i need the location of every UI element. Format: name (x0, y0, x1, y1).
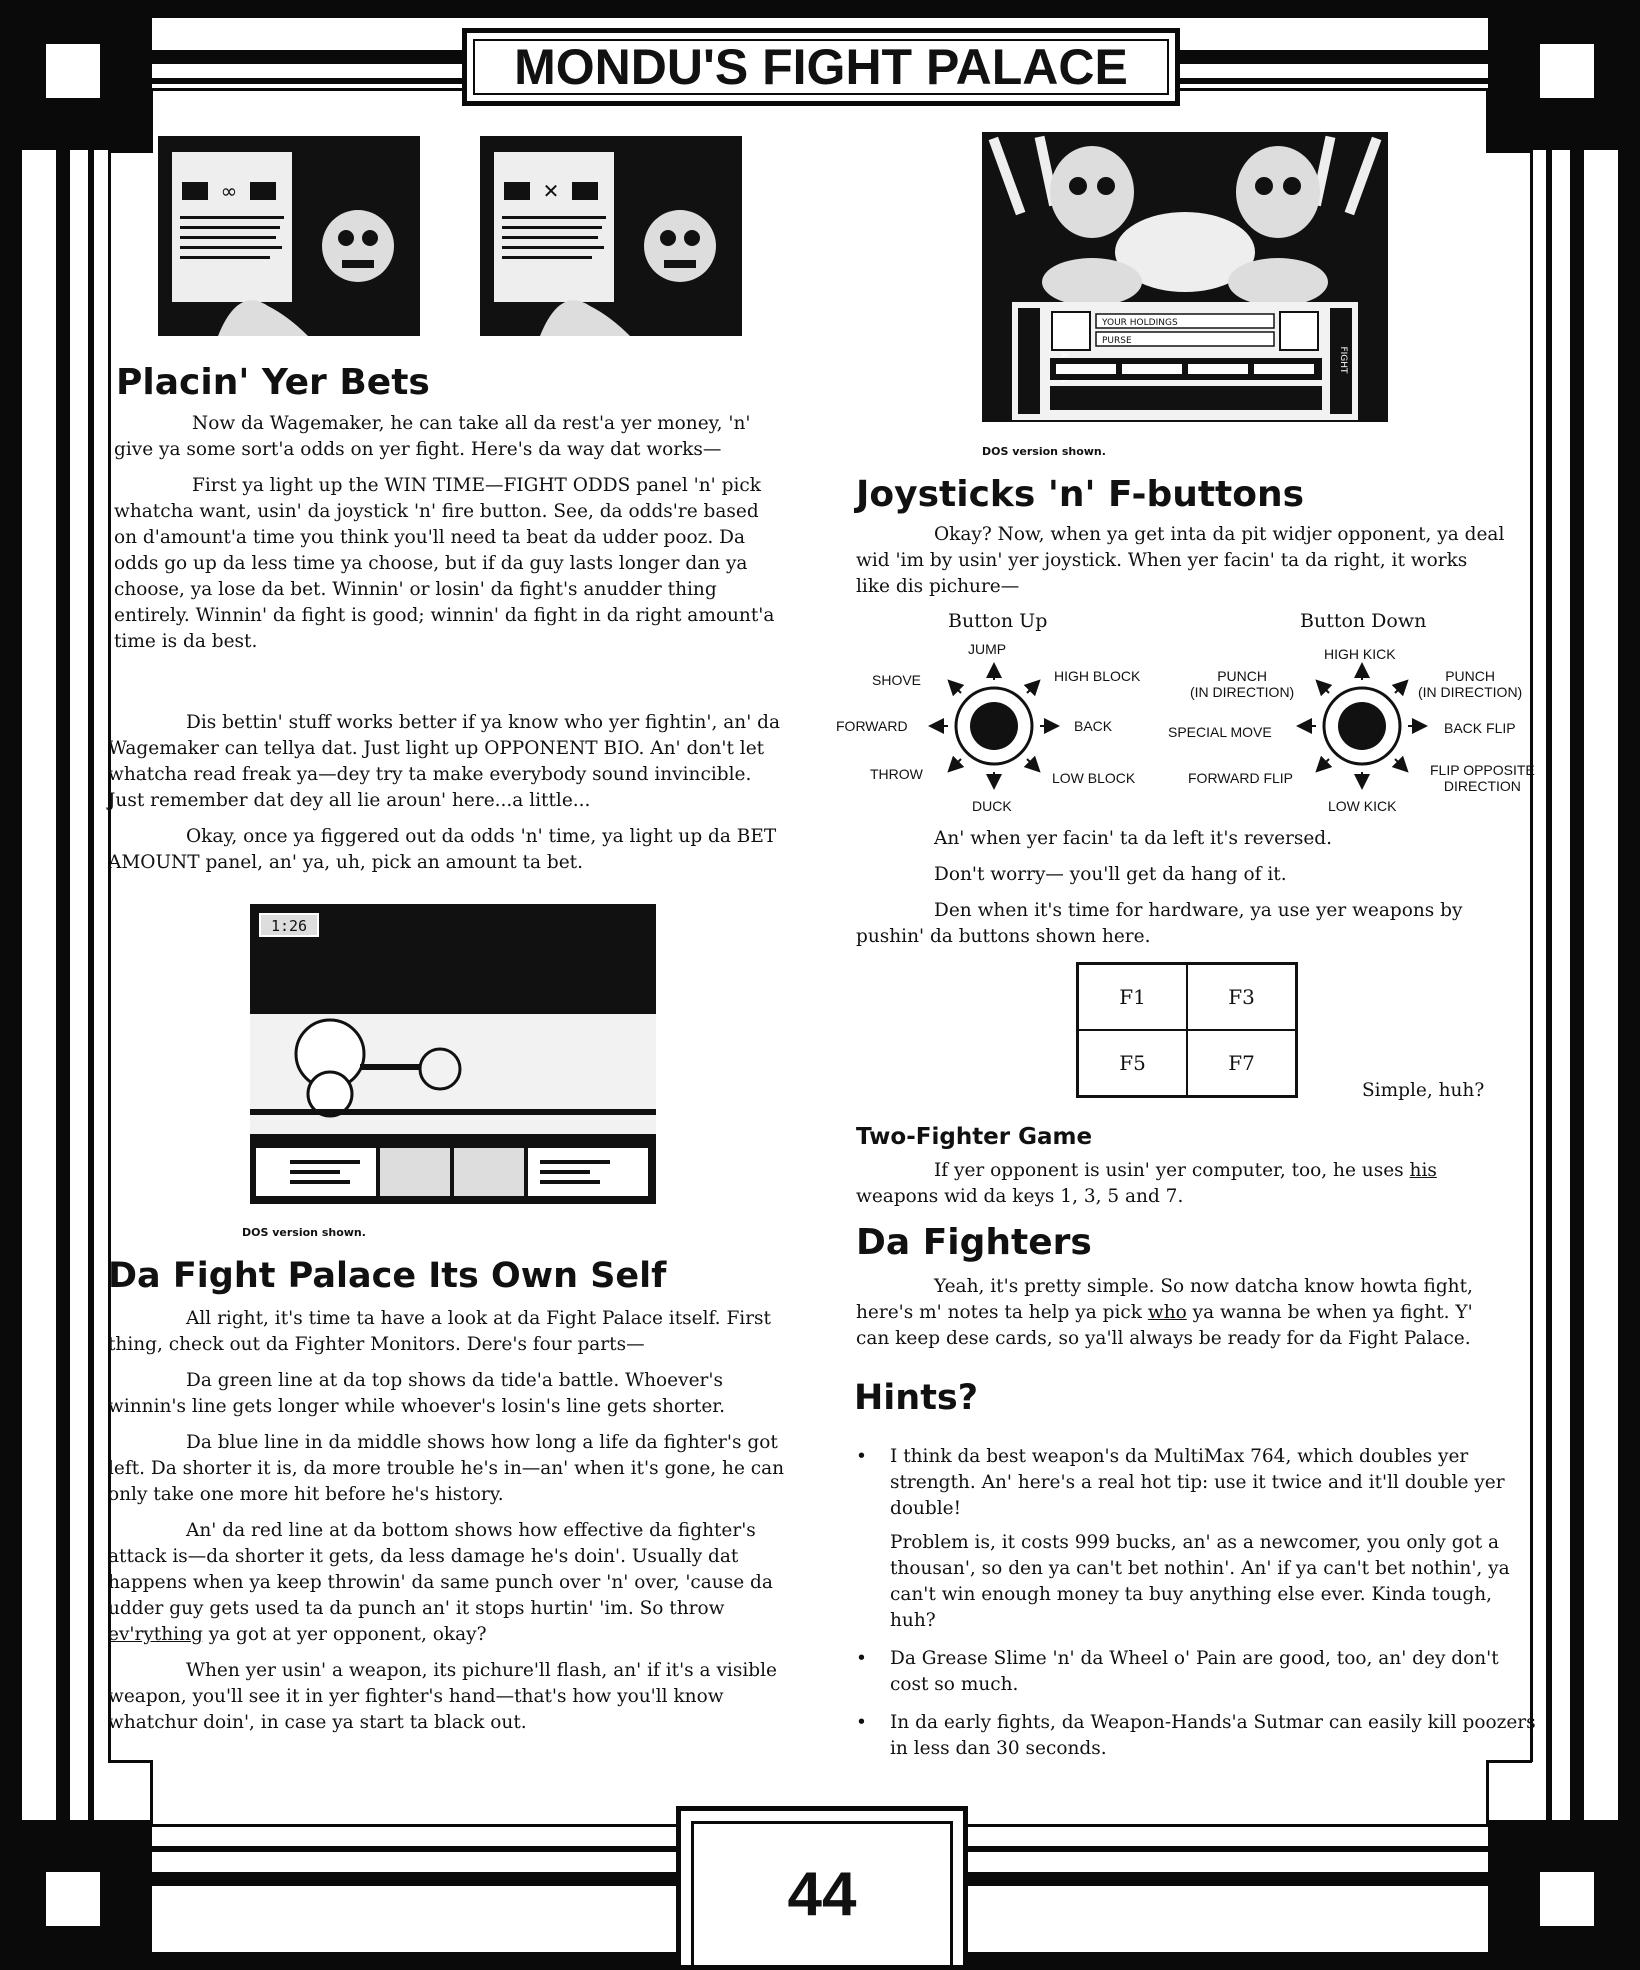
label-punch-left: PUNCH (IN DIRECTION) (1190, 668, 1295, 700)
joysticks-paragraph-1: Okay? Now, when ya get inta da pit widjer opponent, ya deal wid 'im by usin' yer joystick. When yer facin' ta da right, it works like dis pichure— (856, 524, 1505, 597)
label-forward: FORWARD (836, 718, 908, 734)
fighters-heading: Da Fighters (856, 1222, 1092, 1263)
joysticks-text-2 (856, 826, 1506, 960)
title-box (462, 28, 1180, 106)
label-special-move: SPECIAL MOVE (1168, 724, 1272, 740)
palace-paragraph-1: All right, it's time ta have a look at da Fight Palace itself. First thing, check out da Fighter Monitors. Dere's four parts— (108, 1308, 771, 1355)
joysticks-heading: Joysticks 'n' F-buttons (856, 474, 1305, 515)
wagemaker-screenshot-2 (480, 136, 742, 336)
purse-label: PURSE (1102, 336, 1132, 346)
bets-paragraph-2: First ya light up the WIN TIME—FIGHT ODDS panel 'n' pick whatcha want, usin' da joystick 'n' fire button. See, da odds're based on d'amount'a time you think you'll need ta beat da udder pooz. Da odds go up da less time ya choose, but if da guy lasts longer dan ya choose, ya lose da bet. Winnin' or losin' da fight's anudder thing entirely. Winnin' da fight is good; winnin' da fight in da right amount'a time is da best. (114, 475, 775, 652)
fight-timer: 1:26 (270, 917, 308, 935)
palace-paragraph-4: An' da red line at da bottom shows how effective da fighter's attack is—da shorter it gets, da less damage he's doin'. Usually dat happens when ya keep throwin' da same punch over 'n' over, 'cause da udder guy gets used ta da punch an' it stops hurtin' 'im. So throw ev'rything ya got at yer opponent, okay? (108, 1520, 773, 1645)
label-shove: SHOVE (872, 672, 922, 688)
label-back: BACK (1074, 718, 1113, 734)
two-fighter-heading: Two-Fighter Game (856, 1124, 1093, 1150)
fighters-paragraph: Yeah, it's pretty simple. So now datcha know howta fight, here's m' notes ta help ya pick who ya wanna be when ya fight. Y' can keep dese cards, so ya'll always be ready for da Fight Palace. (856, 1276, 1473, 1349)
fkey-f3: F3 (1187, 964, 1296, 1030)
palace-paragraph-5: When yer usin' a weapon, its pichure'll flash, an' if it's a visible weapon, you'll see it in yer fighter's hand—that's how you'll know whatchur doin', in case ya start ta black out. (108, 1660, 777, 1733)
button-down-heading: Button Down (1300, 610, 1427, 632)
label-flip-opposite: FLIP OPPOSITE DIRECTION (1430, 762, 1535, 794)
hints-heading: Hints? (854, 1378, 979, 1418)
palace-text (108, 1306, 788, 1746)
label-forward-flip: FORWARD FLIP (1188, 770, 1294, 786)
wagemaker-panel-screenshot (982, 132, 1388, 422)
palace-paragraph-2: Da green line at da top shows da tide'a battle. Whoever's winnin's line gets longer while whoever's losin's line gets shorter. (108, 1370, 725, 1417)
label-low-kick: LOW KICK (1328, 798, 1397, 814)
label-jump: JUMP (968, 641, 1007, 657)
joystick-button-down (1304, 670, 1420, 782)
label-high-kick: HIGH KICK (1324, 646, 1396, 662)
hint-1b: Problem is, it costs 999 bucks, an' as a newcomer, you only got a thousan', so den ya can't bet nothin'. An' if ya can't bet nothin', ya can't win enough money ta buy anything else ever. Kinda tough, huh? (890, 1532, 1510, 1631)
two-fighter-paragraph: If yer opponent is usin' yer computer, too, he uses his weapons wid da keys 1, 3, 5 and 7. (856, 1160, 1437, 1207)
fkey-f7: F7 (1187, 1030, 1296, 1096)
fkey-f1: F1 (1078, 964, 1187, 1030)
hint-1: • I think da best weapon's da MultiMax 764, which doubles yer strength. An' here's a real hot tip: use it twice and it'll double yer double! (890, 1446, 1505, 1519)
joysticks-text (856, 522, 1506, 610)
fight-screenshot-caption: DOS version shown. (242, 1226, 366, 1239)
fight-screenshot (250, 904, 656, 1204)
hint-item (852, 1444, 1540, 1634)
svg-text:✕: ✕ (542, 179, 560, 203)
hint-item (852, 1710, 1540, 1762)
fight-side-label: FIGHT (1338, 346, 1348, 374)
fighters-text (856, 1274, 1506, 1362)
svg-text:∞: ∞ (220, 179, 238, 203)
simple-huh: Simple, huh? (1362, 1080, 1485, 1101)
page-title: MONDU'S FIGHT PALACE (514, 39, 1128, 95)
label-throw: THROW (870, 766, 923, 782)
palace-paragraph-3: Da blue line in da middle shows how long a life da fighter's got left. Da shorter it is, da more trouble he's in—an' when it's gone, he can only take one more hit before he's history. (108, 1432, 785, 1505)
fkeys-grid (1076, 962, 1298, 1098)
joysticks-paragraph-4: Den when it's time for hardware, ya use yer weapons by pushin' da buttons shown here. (856, 900, 1463, 947)
bets-heading: Placin' Yer Bets (116, 362, 430, 403)
hint-2: • Da Grease Slime 'n' da Wheel o' Pain are good, too, an' dey don't cost so much. (890, 1648, 1499, 1695)
label-punch-right: PUNCH (IN DIRECTION) (1418, 668, 1523, 700)
button-up-heading: Button Up (948, 610, 1048, 632)
wagemaker-screenshot-1 (158, 136, 420, 336)
hint-3: • In da early fights, da Weapon-Hands'a Sutmar can easily kill poozers in less dan 30 seconds. (890, 1712, 1536, 1759)
bets-text-2 (108, 710, 788, 886)
bets-paragraph-4: Okay, once ya figgered out da odds 'n' time, ya light up da BET AMOUNT panel, an' ya, uh, pick an amount ta bet. (108, 826, 777, 873)
joysticks-paragraph-2: An' when yer facin' ta da left it's reversed. (934, 828, 1333, 849)
panel-screenshot-caption: DOS version shown. (982, 445, 1106, 458)
page-number: 44 (787, 1860, 857, 1929)
bets-paragraph-1: Now da Wagemaker, he can take all da rest'a yer money, 'n' give ya some sort'a odds on yer fight. Here's da way dat works— (114, 413, 751, 460)
bets-paragraph-3: Dis bettin' stuff works better if ya know who yer fightin', an' da Wagemaker can tellya dat. Just light up OPPONENT BIO. An' don't let whatcha read freak ya—dey try ta make everybody sound invincible. Just remember dat dey all lie aroun' here...a little... (108, 712, 781, 811)
your-holdings-label: YOUR HOLDINGS (1102, 318, 1178, 328)
fkey-f5: F5 (1078, 1030, 1187, 1096)
hints-list (852, 1444, 1540, 1774)
label-duck: DUCK (972, 798, 1012, 814)
bets-text (114, 411, 786, 665)
page-number-box (676, 1806, 968, 1970)
palace-heading: Da Fight Palace Its Own Self (108, 1256, 667, 1296)
label-high-block: HIGH BLOCK (1054, 668, 1141, 684)
hint-item (852, 1646, 1540, 1698)
joysticks-paragraph-3: Don't worry— you'll get da hang of it. (934, 864, 1287, 885)
label-back-flip: BACK FLIP (1444, 720, 1516, 736)
joystick-button-up (936, 670, 1052, 782)
two-fighter-text (856, 1158, 1496, 1220)
label-low-block: LOW BLOCK (1052, 770, 1136, 786)
